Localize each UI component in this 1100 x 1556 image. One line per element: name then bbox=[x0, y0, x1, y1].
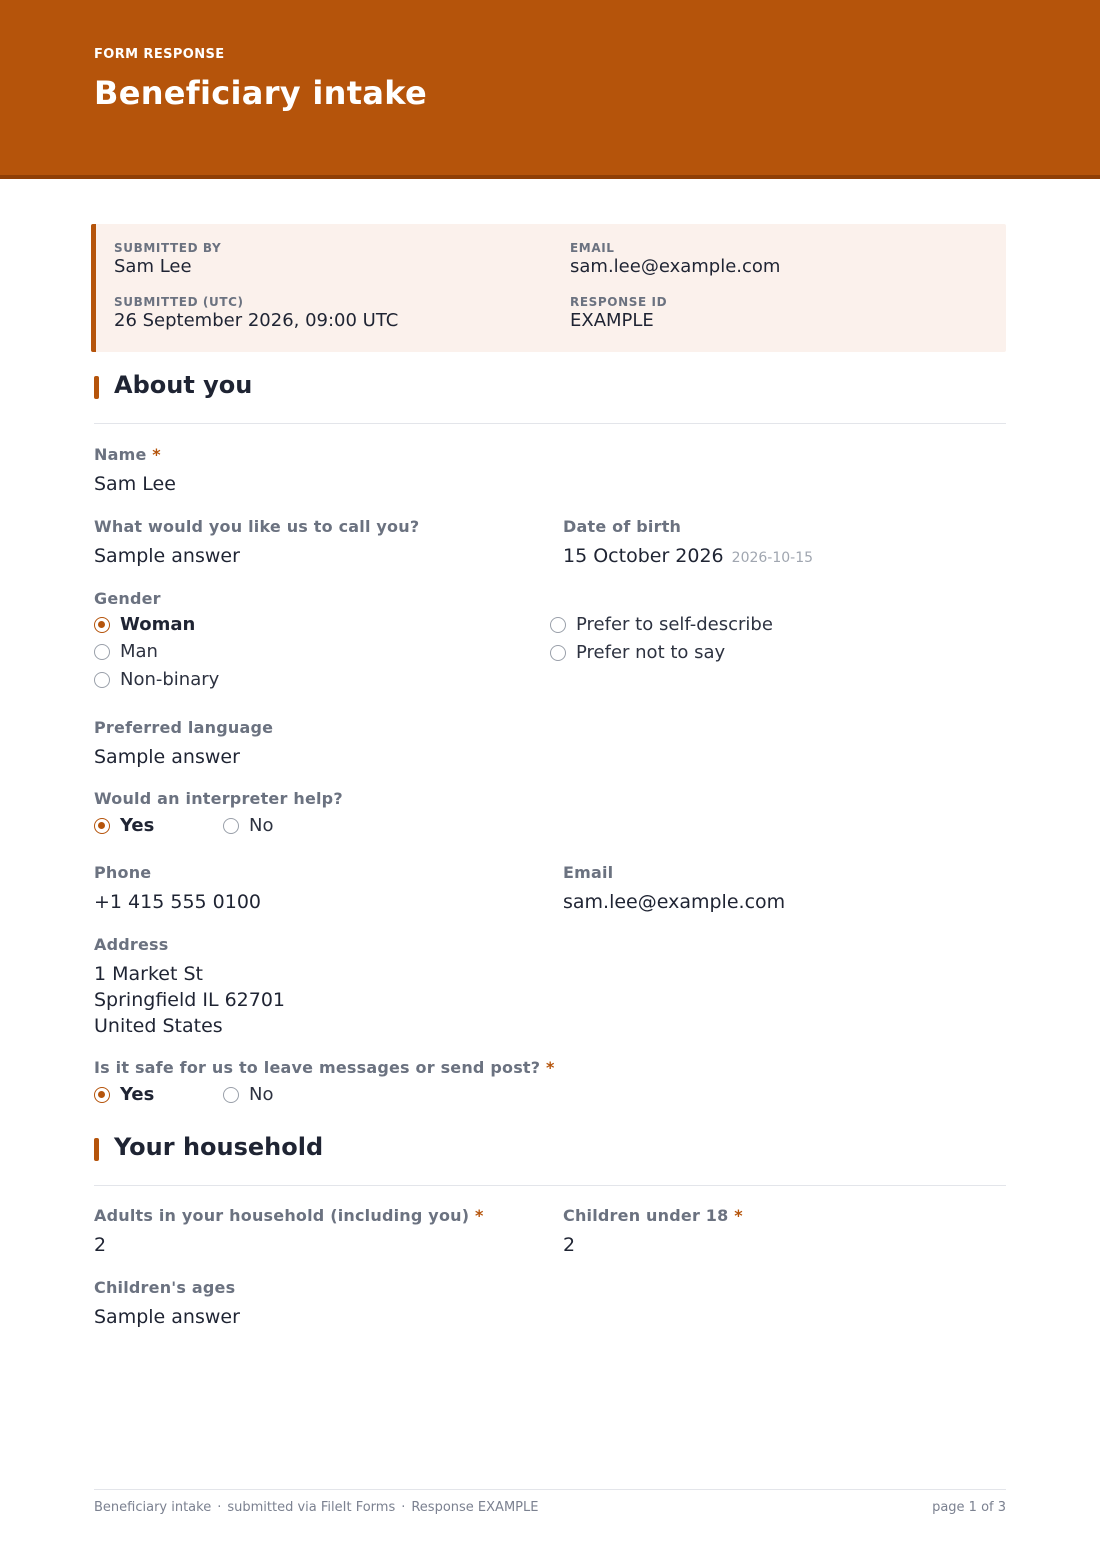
required-marker: * bbox=[734, 1206, 743, 1225]
meta-response-id bbox=[570, 295, 667, 331]
radio-label: Yes bbox=[120, 1084, 155, 1105]
radio-label: Woman bbox=[120, 614, 196, 635]
required-marker: * bbox=[152, 445, 161, 464]
meta-submitted-by-label: SUBMITTED BY bbox=[114, 241, 222, 255]
required-marker: * bbox=[546, 1058, 555, 1077]
field-label: Email bbox=[563, 863, 614, 882]
radio-safe-no[interactable] bbox=[223, 1084, 273, 1105]
meta-email-label: EMAIL bbox=[570, 241, 615, 255]
footer-form-name: Beneficiary intake bbox=[94, 1500, 212, 1515]
field-gender bbox=[94, 589, 161, 608]
section-about-you bbox=[94, 371, 1006, 424]
header-eyebrow: FORM RESPONSE bbox=[94, 47, 225, 62]
field-label: Children's ages bbox=[94, 1278, 236, 1297]
meta-submitted-by-value: Sam Lee bbox=[114, 256, 192, 277]
radio-selected-icon bbox=[94, 818, 110, 834]
meta-submitted-by bbox=[114, 241, 221, 277]
field-label: Would an interpreter help? bbox=[94, 789, 343, 808]
radio-selected-icon bbox=[94, 1087, 110, 1103]
radio-gender-prefer-not-to-say[interactable] bbox=[550, 642, 725, 663]
radio-empty-icon bbox=[94, 644, 110, 660]
radio-gender-self-describe[interactable] bbox=[550, 614, 773, 635]
field-preferred-name bbox=[94, 517, 419, 569]
field-children bbox=[563, 1206, 743, 1258]
submission-meta bbox=[91, 224, 1006, 352]
radio-label: No bbox=[249, 1084, 274, 1105]
field-label: Date of birth bbox=[563, 517, 682, 536]
field-label: Preferred language bbox=[94, 718, 274, 737]
footer-via: submitted via FileIt Forms bbox=[227, 1500, 396, 1515]
radio-gender-non-binary[interactable] bbox=[94, 669, 219, 690]
footer-response: Response EXAMPLE bbox=[411, 1500, 539, 1515]
field-preferred-language bbox=[94, 718, 273, 770]
header-banner bbox=[0, 0, 1100, 179]
address-line: 1 Market St bbox=[94, 963, 203, 985]
footer-page-number: page 1 of 3 bbox=[932, 1500, 1006, 1515]
field-label bbox=[94, 1058, 555, 1077]
field-safe-contact bbox=[94, 1058, 555, 1077]
field-label: Phone bbox=[94, 863, 152, 882]
meta-email-value: sam.lee@example.com bbox=[570, 256, 781, 277]
radio-empty-icon bbox=[550, 617, 566, 633]
field-email bbox=[563, 863, 785, 915]
radio-label: Prefer to self-describe bbox=[576, 614, 773, 635]
field-value: Sample answer bbox=[94, 746, 240, 768]
meta-response-id-value: EXAMPLE bbox=[570, 310, 654, 331]
radio-label: No bbox=[249, 815, 274, 836]
radio-empty-icon bbox=[223, 818, 239, 834]
field-label bbox=[563, 1206, 743, 1225]
field-label: Gender bbox=[94, 589, 161, 608]
dob-value: 15 October 2026 bbox=[563, 545, 724, 567]
field-label bbox=[94, 445, 176, 464]
radio-gender-woman[interactable] bbox=[94, 614, 195, 635]
field-address bbox=[94, 935, 285, 1039]
radio-label: Prefer not to say bbox=[576, 642, 726, 663]
field-label: What would you like us to call you? bbox=[94, 517, 420, 536]
meta-submitted-utc bbox=[114, 295, 398, 331]
field-value: sam.lee@example.com bbox=[563, 891, 786, 913]
children-label: Children under 18 bbox=[563, 1206, 729, 1225]
field-label: Address bbox=[94, 935, 169, 954]
meta-submitted-utc-label: SUBMITTED (UTC) bbox=[114, 295, 244, 309]
field-value bbox=[94, 961, 285, 1039]
radio-label: Man bbox=[120, 641, 158, 662]
section-accent-bar bbox=[94, 1138, 99, 1161]
dob-iso-hint: 2026-10-15 bbox=[731, 550, 814, 566]
section-accent-bar bbox=[94, 376, 99, 399]
adults-label: Adults in your household (including you) bbox=[94, 1206, 470, 1225]
field-adults bbox=[94, 1206, 484, 1258]
field-value bbox=[563, 543, 813, 571]
radio-empty-icon bbox=[223, 1087, 239, 1103]
meta-submitted-utc-value: 26 September 2026, 09:00 UTC bbox=[114, 310, 399, 331]
meta-email bbox=[570, 241, 780, 277]
field-children-ages bbox=[94, 1278, 240, 1330]
field-name bbox=[94, 445, 176, 497]
radio-empty-icon bbox=[550, 645, 566, 661]
field-date-of-birth bbox=[563, 517, 813, 571]
section-title: Your household bbox=[114, 1133, 324, 1161]
page-title: Beneficiary intake bbox=[94, 74, 427, 112]
meta-response-id-label: RESPONSE ID bbox=[570, 295, 668, 309]
page-footer bbox=[94, 1489, 1006, 1515]
field-interpreter bbox=[94, 789, 343, 808]
footer-separator: · bbox=[217, 1500, 222, 1515]
section-your-household bbox=[94, 1133, 1006, 1186]
radio-interpreter-yes[interactable] bbox=[94, 815, 154, 836]
field-label bbox=[94, 1206, 484, 1225]
field-value: Sample answer bbox=[94, 545, 240, 567]
radio-label: Non-binary bbox=[120, 669, 220, 690]
field-value: +1 415 555 0100 bbox=[94, 891, 262, 913]
safe-label: Is it safe for us to leave messages or send post? bbox=[94, 1058, 541, 1077]
radio-selected-icon bbox=[94, 617, 110, 633]
field-value: 2 bbox=[563, 1234, 576, 1256]
field-value: Sam Lee bbox=[94, 473, 176, 495]
name-label: Name bbox=[94, 445, 147, 464]
radio-label: Yes bbox=[120, 815, 155, 836]
radio-interpreter-no[interactable] bbox=[223, 815, 273, 836]
field-value: 2 bbox=[94, 1234, 107, 1256]
radio-safe-yes[interactable] bbox=[94, 1084, 154, 1105]
radio-gender-man[interactable] bbox=[94, 641, 158, 662]
footer-separator: · bbox=[401, 1500, 406, 1515]
required-marker: * bbox=[475, 1206, 484, 1225]
field-phone bbox=[94, 863, 261, 915]
radio-empty-icon bbox=[94, 672, 110, 688]
section-title: About you bbox=[114, 371, 253, 399]
address-line: United States bbox=[94, 1015, 223, 1037]
address-line: Springfield IL 62701 bbox=[94, 989, 286, 1011]
field-value: Sample answer bbox=[94, 1306, 240, 1328]
